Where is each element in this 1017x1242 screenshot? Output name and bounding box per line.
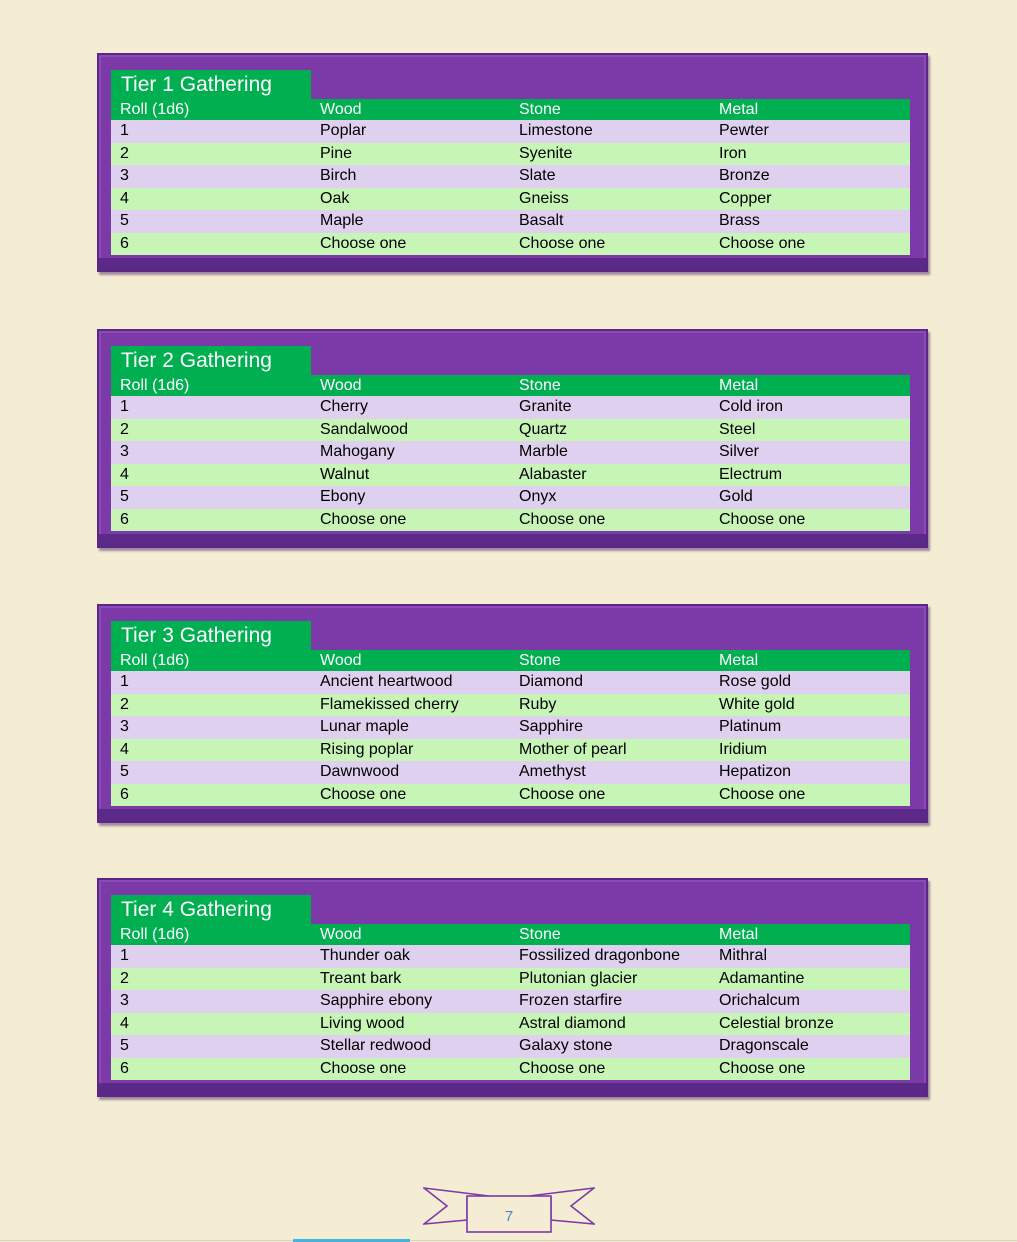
table-row — [111, 464, 910, 487]
stone-cell: Diamond — [519, 673, 584, 690]
metal-column-header: Metal — [719, 652, 759, 669]
stone-cell: Choose one — [519, 510, 606, 528]
stone-column-header: Stone — [519, 652, 561, 669]
tier-title: Tier 1 Gathering — [111, 70, 311, 99]
table-row — [111, 945, 910, 968]
roll-cell: 5 — [120, 488, 129, 505]
stone-cell: Slate — [519, 167, 556, 184]
table-row — [111, 120, 910, 143]
table-row — [111, 990, 910, 1013]
roll-cell: 4 — [120, 1014, 129, 1032]
roll-cell: 6 — [120, 1059, 129, 1077]
wood-cell: Stellar redwood — [320, 1037, 432, 1054]
metal-cell: Rose gold — [719, 673, 792, 690]
wood-cell: Choose one — [320, 1059, 407, 1077]
metal-cell: Adamantine — [719, 969, 805, 987]
tier-title: Tier 3 Gathering — [111, 621, 311, 650]
wood-column-header: Wood — [320, 652, 362, 669]
metal-cell: Hepatizon — [719, 763, 792, 780]
roll-column-header: Roll (1d6) — [120, 377, 190, 394]
roll-cell: 1 — [120, 673, 129, 690]
stone-cell: Limestone — [519, 122, 593, 139]
table-row — [111, 233, 910, 256]
stone-cell: Alabaster — [519, 465, 587, 483]
wood-cell: Poplar — [320, 122, 367, 139]
table-row — [111, 396, 910, 419]
stone-cell: Syenite — [519, 144, 573, 162]
roll-column-header: Roll (1d6) — [120, 652, 190, 669]
table-row — [111, 694, 910, 717]
roll-cell: 6 — [120, 510, 129, 528]
roll-cell: 5 — [120, 212, 129, 229]
stone-cell: Fossilized dragonbone — [519, 947, 680, 964]
roll-cell: 2 — [120, 695, 129, 713]
stone-cell: Quartz — [519, 420, 568, 438]
roll-cell: 3 — [120, 167, 129, 184]
table-row — [111, 509, 910, 532]
roll-column-header: Roll (1d6) — [120, 926, 190, 943]
table-row — [111, 716, 910, 739]
tier-table-body — [111, 70, 910, 255]
table-header-row — [111, 99, 910, 120]
table-row — [111, 1058, 910, 1081]
tier-table-body — [111, 621, 910, 806]
wood-cell: Treant bark — [320, 969, 402, 987]
stone-cell: Plutonian glacier — [519, 969, 638, 987]
roll-cell: 3 — [120, 992, 129, 1009]
wood-cell: Choose one — [320, 234, 407, 252]
table-row — [111, 441, 910, 464]
table-row — [111, 968, 910, 991]
metal-cell: Gold — [719, 488, 753, 505]
metal-cell: Choose one — [719, 234, 806, 252]
table-header-row — [111, 375, 910, 396]
roll-cell: 3 — [120, 718, 129, 735]
roll-cell: 1 — [120, 398, 129, 415]
metal-cell: White gold — [719, 695, 795, 713]
roll-cell: 1 — [120, 947, 129, 964]
page-bottom-divider — [0, 1240, 1017, 1241]
stone-cell: Choose one — [519, 1059, 606, 1077]
roll-cell: 4 — [120, 465, 129, 483]
metal-cell: Steel — [719, 420, 756, 438]
metal-column-header: Metal — [719, 101, 759, 118]
metal-cell: Choose one — [719, 510, 806, 528]
roll-cell: 4 — [120, 189, 129, 207]
tier-title: Tier 4 Gathering — [111, 895, 311, 924]
metal-cell: Cold iron — [719, 398, 784, 415]
tier-2-table — [97, 329, 928, 548]
metal-cell: Orichalcum — [719, 992, 800, 1009]
roll-cell: 5 — [120, 1037, 129, 1054]
wood-cell: Thunder oak — [320, 947, 410, 964]
roll-cell: 2 — [120, 420, 129, 438]
table-row — [111, 210, 910, 233]
stone-column-header: Stone — [519, 377, 561, 394]
table-row — [111, 188, 910, 211]
stone-cell: Choose one — [519, 785, 606, 803]
stone-cell: Galaxy stone — [519, 1037, 613, 1054]
wood-cell: Birch — [320, 167, 357, 184]
wood-cell: Living wood — [320, 1014, 405, 1032]
metal-cell: Platinum — [719, 718, 782, 735]
metal-cell: Electrum — [719, 465, 783, 483]
wood-column-header: Wood — [320, 377, 362, 394]
tier-table-body — [111, 346, 910, 531]
metal-cell: Mithral — [719, 947, 768, 964]
roll-cell: 2 — [120, 969, 129, 987]
wood-cell: Rising poplar — [320, 740, 414, 758]
metal-cell: Copper — [719, 189, 772, 207]
wood-cell: Choose one — [320, 785, 407, 803]
metal-cell: Dragonscale — [719, 1037, 809, 1054]
table-header-row — [111, 650, 910, 671]
wood-cell: Sapphire ebony — [320, 992, 433, 1009]
metal-cell: Celestial bronze — [719, 1014, 834, 1032]
wood-cell: Choose one — [320, 510, 407, 528]
table-row — [111, 1035, 910, 1058]
roll-column-header: Roll (1d6) — [120, 101, 190, 118]
stone-cell: Choose one — [519, 234, 606, 252]
wood-column-header: Wood — [320, 101, 362, 118]
wood-cell: Walnut — [320, 465, 370, 483]
metal-cell: Iron — [719, 144, 747, 162]
wood-cell: Pine — [320, 144, 353, 162]
roll-cell: 3 — [120, 443, 129, 460]
tier-1-table — [97, 53, 928, 272]
table-row — [111, 739, 910, 762]
table-row — [111, 486, 910, 509]
wood-cell: Ancient heartwood — [320, 673, 453, 690]
table-row — [111, 1013, 910, 1036]
table-header-row — [111, 924, 910, 945]
wood-cell: Sandalwood — [320, 420, 409, 438]
roll-cell: 1 — [120, 122, 129, 139]
wood-cell: Maple — [320, 212, 364, 229]
page-number-ribbon — [423, 1186, 595, 1234]
tier-title: Tier 2 Gathering — [111, 346, 311, 375]
roll-cell: 2 — [120, 144, 129, 162]
roll-cell: 4 — [120, 740, 129, 758]
table-row — [111, 761, 910, 784]
metal-cell: Brass — [719, 212, 760, 229]
metal-cell: Silver — [719, 443, 760, 460]
wood-cell: Mahogany — [320, 443, 395, 460]
metal-column-header: Metal — [719, 377, 759, 394]
wood-cell: Flamekissed cherry — [320, 695, 459, 713]
stone-cell: Marble — [519, 443, 568, 460]
stone-cell: Gneiss — [519, 189, 569, 207]
stone-cell: Granite — [519, 398, 572, 415]
wood-column-header: Wood — [320, 926, 362, 943]
roll-cell: 6 — [120, 234, 129, 252]
wood-cell: Cherry — [320, 398, 369, 415]
wood-cell: Lunar maple — [320, 718, 409, 735]
wood-cell: Dawnwood — [320, 763, 400, 780]
table-row — [111, 165, 910, 188]
stone-cell: Amethyst — [519, 763, 586, 780]
metal-cell: Iridium — [719, 740, 768, 758]
stone-cell: Frozen starfire — [519, 992, 623, 1009]
tier-4-table — [97, 878, 928, 1097]
wood-cell: Ebony — [320, 488, 366, 505]
roll-cell: 5 — [120, 763, 129, 780]
table-row — [111, 143, 910, 166]
stone-cell: Basalt — [519, 212, 564, 229]
page-number: 7 — [504, 1208, 514, 1225]
stone-cell: Ruby — [519, 695, 557, 713]
metal-cell: Bronze — [719, 167, 770, 184]
table-row — [111, 671, 910, 694]
table-row — [111, 419, 910, 442]
roll-cell: 6 — [120, 785, 129, 803]
metal-cell: Choose one — [719, 785, 806, 803]
table-row — [111, 784, 910, 807]
stone-column-header: Stone — [519, 101, 561, 118]
metal-column-header: Metal — [719, 926, 759, 943]
stone-cell: Astral diamond — [519, 1014, 626, 1032]
tier-3-table — [97, 604, 928, 823]
stone-cell: Sapphire — [519, 718, 584, 735]
stone-cell: Mother of pearl — [519, 740, 627, 758]
metal-cell: Pewter — [719, 122, 769, 139]
stone-column-header: Stone — [519, 926, 561, 943]
wood-cell: Oak — [320, 189, 350, 207]
tier-table-body — [111, 895, 910, 1080]
stone-cell: Onyx — [519, 488, 557, 505]
metal-cell: Choose one — [719, 1059, 806, 1077]
